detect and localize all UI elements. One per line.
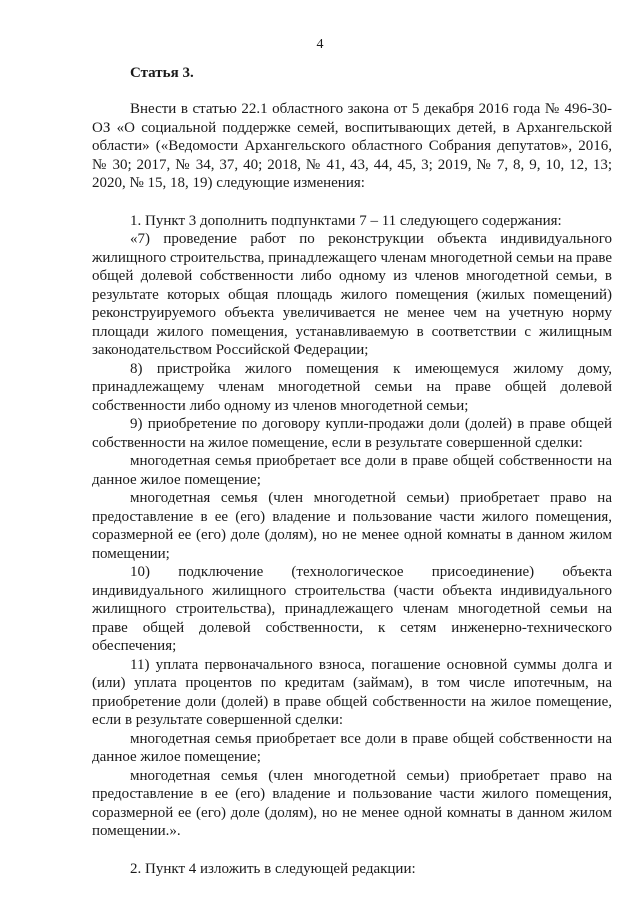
subitem-7: «7) проведение работ по реконструкции объекта индивидуального жилищного строительства, принадлежащего членам многодетной семьи на праве общей долевой собственности либо одному из членов многодетной семьи, в результате которых общая площадь жилого помещения (жилых помещений) реконструируемого объекта увеличивается не менее чем на учетную норму площади жилого помещения, устанавливаемую в соответствии с жилищным законодательством Российской Федерации;: [92, 231, 613, 358]
intro-paragraph: Внести в статью 22.1 областного закона от 5 декабря 2016 года № 496-30-ОЗ «О социальной поддержке семей, воспитывающих детей, в Архангельской области» («Ведомости Архангельского областного Собрания депутатов», 2016, № 30; 2017, № 34, 37, 40; 2018, № 41, 43, 44, 45, 3; 2019, № 7, 8, 9, 10, 12, 13; 2020, № 15, 18, 19) следующие изменения:: [92, 101, 612, 191]
item-2-heading: 2. Пункт 4 изложить в следующей редакции:: [130, 860, 416, 877]
subitem-9: 9) приобретение по договору купли-продажи доли (долей) в праве общей собственности на жилое помещение, если в результате совершенной сделки:: [92, 416, 612, 451]
subitem-9-condition-1: многодетная семья приобретает все доли в праве общей собственности на данное жилое помещение;: [92, 453, 612, 488]
subitem-8: 8) пристройка жилого помещения к имеющемуся жилому дому, принадлежащему членам многодетной семьи на праве общей долевой собственности либо одному из членов многодетной семьи;: [92, 360, 612, 414]
item-1-heading: 1. Пункт 3 дополнить подпунктами 7 – 11 следующего содержания:: [130, 212, 562, 229]
subitem-11-condition-2: многодетная семья (член многодетной семьи) приобретает право на предоставление в ее (его) владение и пользование части жилого помещения, соразмерной ее (его) доле (долям), но не менее одной комнаты в данном жилом помещении.».: [92, 767, 612, 839]
page-number: 4: [316, 37, 324, 52]
subitem-9-condition-2: многодетная семья (член многодетной семьи) приобретает право на предоставление в ее (его) владение и пользование части жилого помещения, соразмерной ее (его) доле (долям), но не менее одной комнаты в данном жилом помещении;: [92, 490, 612, 562]
document-body: [92, 64, 612, 878]
subitem-10: 10) подключение (технологическое присоединение) объекта индивидуального жилищного строительства (части объекта индивидуального жилищного строительства), принадлежащего членам многодетной семьи на праве общей долевой собственности, к сетям инженерно-технического обеспечения;: [92, 564, 612, 654]
subitem-11: 11) уплата первоначального взноса, погашение основной суммы долга и (или) уплата процентов по кредитам (займам), в том числе ипотечным, на приобретение доли (долей) в праве общей собственности на жилое помещение, если в результате совершенной сделки:: [92, 656, 612, 728]
subitem-11-condition-1: многодетная семья приобретает все доли в праве общей собственности на данное жилое помещение;: [92, 730, 612, 765]
article-title: Статья 3.: [130, 65, 194, 81]
